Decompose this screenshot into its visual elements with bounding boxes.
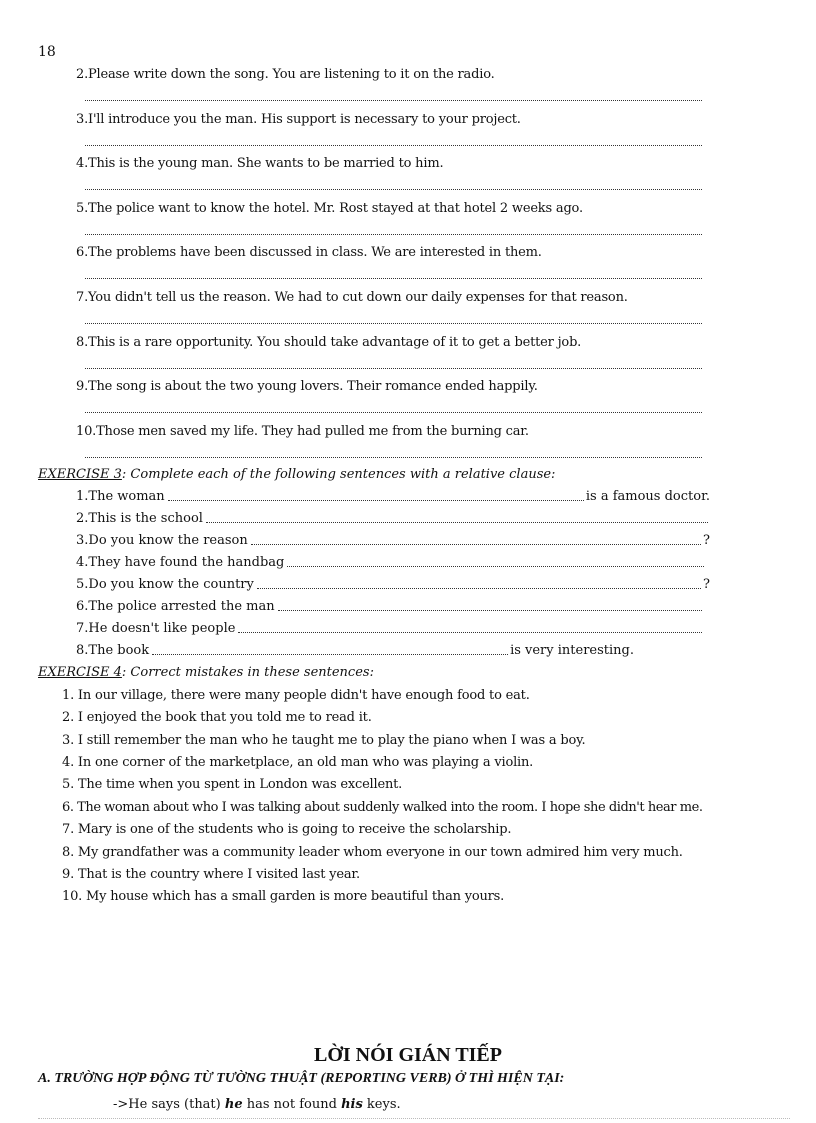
blank-line[interactable] (168, 499, 584, 501)
exercise2-item: 4.This is the young man. She wants to be married to him. (76, 156, 444, 171)
sentence-end: is very interesting. (510, 643, 634, 658)
page-bottom-divider (38, 1118, 790, 1119)
exercise3-item (76, 533, 710, 548)
exercise3-item (76, 511, 710, 526)
answer-line[interactable] (85, 323, 702, 324)
sentence-start: 1.The woman (76, 489, 165, 504)
sentence-start: 7.He doesn't like people (76, 621, 236, 636)
exercise4-item: 6. The woman about who I was talking about suddenly walked into the room. I hope she didn't hear me. (62, 800, 703, 815)
example-pronoun: he (224, 1097, 243, 1112)
exercise2-item: 5.The police want to know the hotel. Mr. Rost stayed at that hotel 2 weeks ago. (76, 201, 583, 216)
blank-line[interactable] (238, 631, 702, 633)
exercise2-item: 7.You didn't tell us the reason. We had to cut down our daily expenses for that reason. (76, 290, 628, 305)
answer-line[interactable] (85, 457, 702, 458)
sentence-start: 6.The police arrested the man (76, 599, 275, 614)
exercise2-item: 2.Please write down the song. You are listening to it on the radio. (76, 67, 495, 82)
exercise4-item: 8. My grandfather was a community leader whom everyone in our town admired him very much. (62, 845, 683, 860)
exercise3-heading (38, 467, 555, 482)
exercise4-item: 7. Mary is one of the students who is going to receive the scholarship. (62, 822, 512, 837)
example-suffix: keys. (362, 1097, 401, 1112)
section-title: LỜI NÓI GIÁN TIẾP (313, 1044, 502, 1066)
exercise3-instruction: : Complete each of the following sentences with a relative clause: (121, 467, 556, 482)
example-prefix: ->He says (that) (113, 1097, 225, 1112)
exercise3-item (76, 599, 704, 614)
exercise4-heading (38, 665, 374, 680)
exercise2-item: 10.Those men saved my life. They had pulled me from the burning car. (76, 424, 529, 439)
exercise3-item (76, 621, 704, 636)
sentence-start: 3.Do you know the reason (76, 533, 248, 548)
sentence-end: ? (703, 577, 710, 592)
exercise4-item: 9. That is the country where I visited last year. (62, 867, 360, 882)
exercise4-item: 2. I enjoyed the book that you told me to read it. (62, 710, 372, 725)
exercise2-item: 6.The problems have been discussed in class. We are interested in them. (76, 245, 542, 260)
example-possessive: his (341, 1097, 363, 1112)
answer-line[interactable] (85, 278, 702, 279)
page-number: 18 (38, 44, 56, 60)
blank-line[interactable] (278, 609, 702, 611)
sentence-start: 8.The book (76, 643, 150, 658)
answer-line[interactable] (85, 368, 702, 369)
answer-line[interactable] (85, 234, 702, 235)
exercise2-item: 9.The song is about the two young lovers. Their romance ended happily. (76, 379, 538, 394)
exercise3-item (76, 555, 706, 570)
answer-line[interactable] (85, 145, 702, 146)
sentence-start: 5.Do you know the country (76, 577, 254, 592)
sentence-end: ? (703, 533, 710, 548)
answer-line[interactable] (85, 412, 702, 413)
blank-line[interactable] (152, 653, 508, 655)
sentence-end: is a famous doctor. (585, 489, 710, 504)
exercise4-instruction: : Correct mistakes in these sentences: (121, 665, 374, 680)
exercise3-item (76, 489, 710, 504)
sentence-start: 2.This is the school (76, 511, 203, 526)
exercise3-label: EXERCISE 3 (38, 467, 122, 482)
exercise3-item (76, 643, 634, 658)
exercise2-item: 3.I'll introduce you the man. His support is necessary to your project. (76, 112, 521, 127)
sentence-start: 4.They have found the handbag (76, 555, 285, 570)
blank-line[interactable] (257, 587, 701, 589)
exercise4-item: 1. In our village, there were many people didn't have enough food to eat. (62, 688, 530, 703)
section-subtitle: A. TRƯỜNG HỢP ĐỘNG TỪ TƯỜNG THUẬT (REPORTING VERB) Ở THÌ HIỆN TẠI: (38, 1071, 565, 1086)
answer-line[interactable] (85, 100, 702, 101)
exercise3-item (76, 577, 710, 592)
blank-line[interactable] (287, 565, 704, 567)
exercise4-item: 3. I still remember the man who he taught me to play the piano when I was a boy. (62, 733, 586, 748)
exercise4-item: 4. In one corner of the marketplace, an old man who was playing a violin. (62, 755, 534, 770)
example-middle: has not found (242, 1097, 342, 1112)
blank-line[interactable] (206, 521, 708, 523)
exercise4-label: EXERCISE 4 (38, 665, 122, 680)
exercise4-item: 5. The time when you spent in London was excellent. (62, 777, 403, 792)
blank-line[interactable] (251, 543, 701, 545)
example-sentence (113, 1097, 401, 1112)
answer-line[interactable] (85, 189, 702, 190)
exercise2-item: 8.This is a rare opportunity. You should take advantage of it to get a better job. (76, 335, 582, 350)
exercise4-item: 10. My house which has a small garden is more beautiful than yours. (62, 889, 505, 904)
